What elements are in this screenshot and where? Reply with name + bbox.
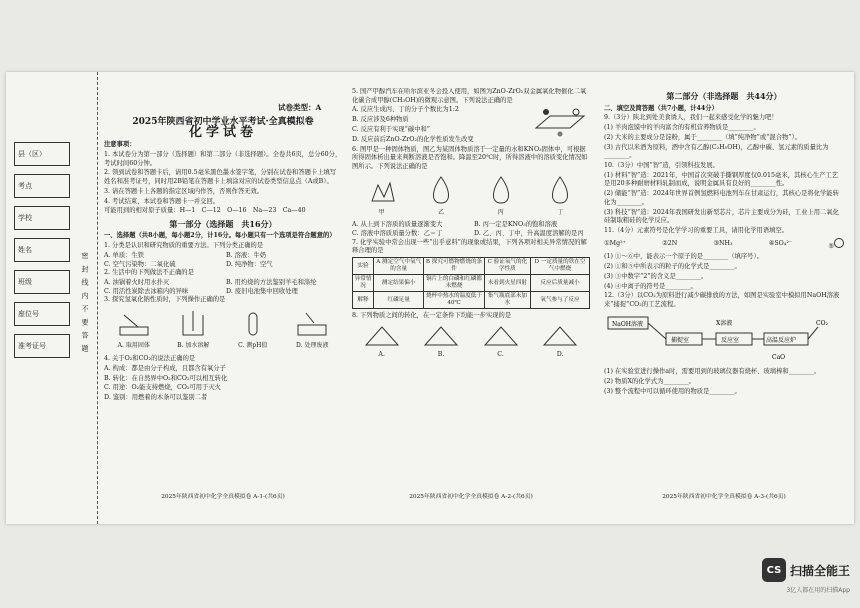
sub-question: (1) 材料“智”造：2021年，中国首次突破手撕钢厚度仅0.015毫米，其核心生产工艺是用20多种耐磨材料轧制而成，说明金属具有良好的________性。 — [604, 171, 839, 188]
question-stem: 3. 探究氢氧化钠性质时，下列操作正确的是 — [104, 296, 226, 304]
scanner-tagline: 3亿人都在用的扫描App — [786, 587, 850, 594]
option: D. 乙、丙、丁中，升高温度溶解的是丙 — [474, 230, 584, 238]
process-flow-diagram — [604, 311, 840, 365]
flow-label: NaOH溶液 — [612, 320, 643, 328]
molecule-diagram-icon — [530, 106, 590, 140]
sub-question: (3) 科技“智”造：2024年我国研发出新型芯片，芯片主要成分为硅，工业上用二氧化硅制取粗硅的化学反应。 — [604, 208, 839, 225]
conversion-figures — [352, 325, 590, 347]
option: C. 空气污染物：二氧化硫 — [104, 260, 176, 268]
table-cell: B 探究可燃物燃烧的条件 — [424, 258, 484, 275]
flow-label: CO₂ — [816, 319, 828, 327]
conversion-triangle-icon — [421, 325, 461, 347]
question-stem: 9.（3分）陕北到处美食诱人，我们一起来感受化学的魅力吧！ — [604, 114, 778, 122]
option: B. — [437, 350, 445, 358]
lab-figure: D. 处理废液 — [292, 309, 332, 351]
row-label: 解释 — [353, 292, 374, 309]
table-cell: D 一定质量的铁在空气中燃烧 — [531, 258, 590, 275]
option: B. 溶液：牛奶 — [226, 252, 267, 260]
exam-sheet — [6, 72, 854, 524]
part1-title: 第一部分（选择题 共16分） — [169, 218, 277, 229]
conversion-triangle-icon — [540, 325, 580, 347]
page-footer: 2025年陕西省初中化学全真模拟卷 A-1-(共6页) — [161, 494, 285, 501]
strip-field-class: 班级 — [14, 270, 70, 294]
solution-figures: 甲 乙 丙 丁 — [352, 175, 590, 217]
column-page-2 — [352, 88, 590, 508]
lab-figures — [104, 309, 342, 351]
symbol-row — [604, 238, 844, 252]
option: D. — [556, 350, 564, 358]
sub-question: (2) 物质X的化学式为________。 — [604, 378, 695, 386]
table-cell: 氧气参与了反应 — [531, 292, 590, 309]
atom-structure-icon — [834, 238, 844, 248]
experiment-table — [352, 257, 590, 309]
sub-question: (1) 在实验室进行操作a时，需要用到的玻璃仪器有烧杯、玻璃棒和________。 — [604, 368, 821, 376]
crystal-icon — [364, 175, 400, 205]
option: A. 反应生成丙、丁的分子个数比为1:2 — [352, 106, 459, 114]
option: C. 溶液中溶质质量分数：乙＝丁 — [352, 230, 443, 238]
option: C. 用活性炭除去冰箱内的异味 — [104, 287, 189, 295]
table-cell: 红磷足量 — [374, 292, 424, 309]
option: D. 纯净物：空气 — [226, 260, 273, 268]
sub-question: (2) 储能“智”造：2024年世界首例氢燃料电池列车在甘肃运行，其核心是将化学能转化为________。 — [604, 190, 839, 206]
sub-question: (2) 大米的主要成分是淀粉，属于________（填“纯净物”或“混合物”）。 — [604, 133, 801, 141]
sub-question: (3) ③中数字“2”的含义是________。 — [604, 272, 708, 280]
question-stem: 12.（3分）以CO₂为原料进行减少碳排放的方法，如图是实验室中模拟用NaOH溶液来“捕捉”CO₂的工艺流程。 — [604, 292, 840, 308]
notice-item: 3. 请在答题卡上各题的指定区域内作答，否则作答无效。 — [104, 187, 264, 195]
table-cell: C 验证氧气的化学性质 — [484, 258, 530, 275]
table-cell: A 测定空气中氧气的含量 — [374, 258, 424, 275]
table-cell: 集气瓶底部未加水 — [484, 292, 530, 309]
question-stem: 6. 图甲是一种固体物质，图乙为某固体物质溶于一定量的水和KNO₃固体中，可根据所得固体析出量来判断溶液是否饱和。降温至20℃时，所得溶液中的溶质变化情况如图所示。下列说法正确的是 — [352, 145, 588, 170]
section-heading: 一、选择题（共8小题，每小题2分，计16分。每小题只有一个选项是符合题意的） — [104, 232, 336, 240]
option: D. 反应前后ZnO-ZrO₂的化学性质发生改变 — [352, 135, 474, 143]
drop-icon — [483, 175, 519, 205]
flow-label: 高温反应炉 — [766, 336, 797, 344]
chem-symbol: ⑤ — [828, 238, 844, 252]
test-tube-icon — [233, 309, 273, 339]
drop-icon — [542, 175, 578, 205]
beaker-icon — [173, 309, 213, 339]
paper-type: 试卷类型：A — [278, 103, 322, 112]
notice-item: 2. 领到试卷和答题卡后，请用0.5毫米黑色墨水签字笔，分别在试卷和答题卡上填写姓名和准考证号，同时用2B铅笔在答题卡上填涂对应的试卷类型信息点（A或B）。 — [104, 169, 337, 185]
lab-figure: C. 测pH值 — [233, 309, 273, 351]
atomic-masses: 可能用到的相对原子质量：H—1 C—12 O—16 Na—23 Ca—40 — [104, 207, 306, 215]
table-cell: 烧杯中热水的温度低于40℃ — [424, 292, 484, 309]
chem-symbol: ①Mg²⁺ — [604, 240, 626, 248]
option: A. 单质：生铁 — [104, 252, 145, 260]
sink-icon — [292, 309, 332, 339]
sub-question: (1) ①～⑥中，能表示一个原子的是________（填序号）。 — [604, 253, 763, 261]
strip-field-name: 姓名 — [14, 238, 70, 262]
question-stem: 11.（4分）元素符号是化学学习的重要工具，请用化学用语填空。 — [604, 227, 789, 234]
notice-item: 4. 考试结束，本试卷和答题卡一并交回。 — [104, 197, 220, 205]
scanner-logo-icon: CS — [762, 558, 786, 582]
column-page-1 — [104, 88, 342, 508]
lab-figure: A. 取用固体 — [114, 309, 154, 351]
option: C. — [497, 350, 504, 358]
question-options — [352, 221, 590, 238]
question-options — [104, 279, 342, 296]
strip-field-test-site: 考点 — [14, 174, 70, 198]
question-options — [104, 252, 342, 269]
sub-question: (3) 古代以米酒为原料，酒中含有乙醇(C₂H₅OH)，乙醇中碳、氢元素的质量比为________。 — [604, 143, 829, 160]
strip-field-exam-number: 准考证号 — [14, 334, 70, 358]
question-stem: 5. 国产甲醇汽车在哈尔滨亚冬会投入使用，如图为ZnO-ZrO₂双金属氧化物催化二氧化碳合成甲醇(CH₃OH)的微观示意图。下列说法正确的是 — [352, 88, 587, 104]
option: A. — [378, 350, 385, 358]
option: C. 反应有利于实现“碳中和” — [352, 125, 431, 133]
sub-question: (4) ④中离子的符号是________。 — [604, 282, 697, 290]
binding-strip — [6, 72, 98, 524]
chem-symbol: ③NH₃ — [713, 240, 733, 248]
sub-question: (2) ①和⑤中所表示的粒子的化学式是________。 — [604, 262, 741, 270]
option: B. 反应涉及6种物质 — [352, 116, 409, 124]
table-cell: 测定结果偏小 — [374, 275, 424, 292]
strip-field-school: 学校 — [14, 206, 70, 230]
section-heading: 二、填空及简答题（共7小题，计44分） — [604, 104, 718, 112]
flow-label: CaO — [772, 353, 786, 361]
question-stem: 2. 生活中的下列做法不正确的是 — [104, 269, 194, 277]
option: C. 用途：O₂能支持燃烧，CO₂可用于灭火 — [104, 384, 221, 392]
sub-question: (3) 整个流程中可以循环使用的物质是________。 — [604, 387, 741, 395]
option: A. 从上到下溶质的质量逐渐变大 — [352, 221, 443, 229]
seal-line-text: 密 封 线 内 不 要 答 题 — [81, 252, 89, 354]
sub-question: (1) 羊肉泡馍中的羊肉富含的有机营养物质是________。 — [604, 124, 760, 132]
subject-title: 化学试卷 — [188, 124, 257, 140]
row-label: 实验 — [353, 258, 374, 275]
option: D. 鉴别：用燃着的木条可以鉴别二者 — [104, 394, 208, 402]
option: B. 丙一定是KNO₃的饱和溶液 — [474, 221, 558, 229]
question-stem: 8. 下列物质之间的转化，在一定条件下均能一步实现的是 — [352, 312, 512, 320]
notice-item: 1. 本试卷分为第一部分（选择题）和第二部分（非选择题）。全卷共6页，总分60分，考试时间60分钟。 — [104, 150, 342, 167]
page-footer: 2025年陕西省初中化学全真模拟卷 A-2-(共6页) — [409, 494, 533, 501]
column-page-3 — [604, 88, 844, 508]
conversion-triangle-icon — [362, 325, 402, 347]
exam-title: 2025年陕西省初中学业水平考试·全真模拟卷 — [132, 117, 314, 127]
flow-label: 反应室 — [721, 336, 740, 344]
chem-symbol: ④SO₄²⁻ — [768, 240, 793, 248]
table-cell: 未看到火星四射 — [484, 275, 530, 292]
strip-field-county: 县（区） — [14, 142, 70, 166]
question-stem: 4. 关于O₂和CO₂的说法正确的是 — [104, 354, 196, 362]
option: D. 废旧电池集中回收处理 — [226, 287, 298, 295]
scanner-name: 扫描全能王 — [789, 563, 850, 578]
conversion-triangle-icon — [481, 325, 521, 347]
question-stem: 10.（3分）中国“智”造，引领科技发展。 — [604, 162, 719, 170]
lab-figure: B. 加水溶解 — [173, 309, 213, 351]
flow-label: 捕捉室 — [671, 336, 690, 344]
spatula-icon — [114, 309, 154, 339]
question-stem: 7. 化学实验中常会出现一些“出乎意料”的现象或结果，下列各项对相关异常情况的解释合理的是 — [352, 238, 587, 255]
table-cell: 铜片上的白磷和红磷都未燃烧 — [424, 275, 484, 292]
strip-field-seat: 座位号 — [14, 302, 70, 326]
option: B. 转化：在自然界中O₂和CO₂可以相互转化 — [104, 374, 228, 382]
chem-symbol: ②2N — [662, 240, 678, 248]
drop-icon — [423, 175, 459, 205]
part2-title: 第二部分（非选择题 共44分） — [666, 91, 782, 101]
option: B. 用灼烧的方法鉴别羊毛和涤纶 — [226, 279, 317, 286]
question-stem: 1. 分类是认识和研究物质的重要方法。下列分类正确的是 — [104, 242, 264, 250]
flow-label: X溶液 — [716, 319, 733, 327]
table-cell: 反应后质量减小 — [531, 275, 590, 292]
notice-title: 注意事项： — [104, 141, 136, 149]
conversion-labels — [352, 351, 590, 360]
option: A. 油锅着火时用水扑灭 — [104, 279, 170, 286]
row-label: 异常情况 — [353, 275, 374, 292]
page-footer: 2025年陕西省初中化学全真模拟卷 A-3-(共6页) — [662, 494, 786, 501]
scanner-watermark — [762, 558, 850, 582]
option: A. 构成：都是由分子构成，且都含有氧分子 — [104, 364, 226, 372]
